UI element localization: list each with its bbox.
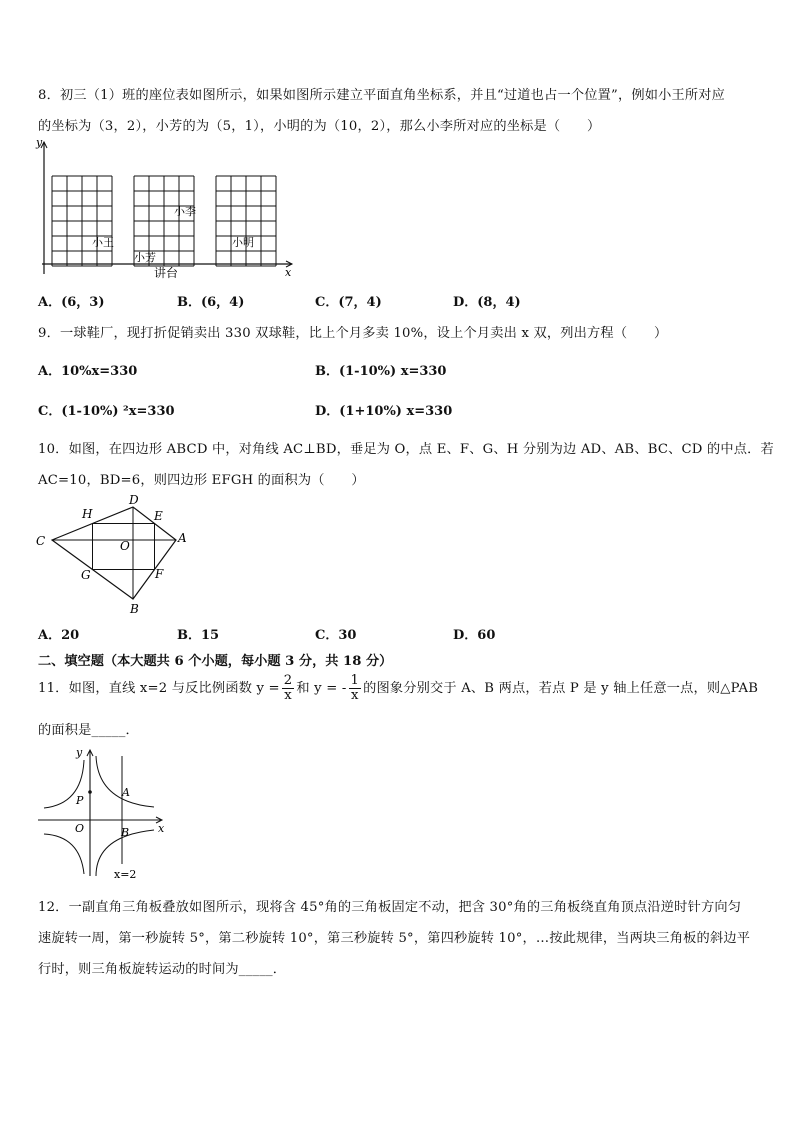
label-g: G bbox=[81, 568, 91, 582]
curve-y-2-over-x-q1 bbox=[96, 756, 154, 807]
q11-mid: 和 y = - bbox=[296, 681, 347, 696]
q10-quadrilateral-figure bbox=[30, 492, 200, 618]
q9-text: 9．一球鞋厂，现打折促销卖出 330 双球鞋，比上个月多卖 10%，设上个月卖出 x 双，列出方程（ ） bbox=[38, 326, 668, 341]
fig-y-label: y bbox=[36, 136, 43, 149]
curve-y-2-over-x-q3 bbox=[44, 834, 84, 874]
label-o: O bbox=[120, 539, 130, 553]
seat-grids bbox=[52, 176, 276, 266]
q12-text-line1: 12．一副直角三角板叠放如图所示，现将含 45°角的三角板固定不动，把含 30°角的三角板绕直角顶点沿逆时针方向匀 bbox=[38, 900, 742, 915]
label-xiaoli: 小李 bbox=[174, 205, 196, 218]
label-a: A bbox=[178, 531, 187, 545]
q11-post: 的图象分别交于 A、B 两点，若点 P 是 y 轴上任意一点，则△PAB bbox=[363, 681, 759, 696]
q8-option-a[interactable]: A．(6，3) bbox=[38, 295, 105, 310]
frac2-num: 1 bbox=[350, 673, 360, 688]
label-c: C bbox=[36, 534, 46, 548]
label-f: F bbox=[155, 567, 164, 581]
label-b: B bbox=[121, 826, 130, 839]
fig-x-label: x bbox=[158, 822, 165, 835]
q9-option-d[interactable]: D．(1+10%) x=330 bbox=[315, 404, 453, 419]
q11-text-line1 bbox=[38, 672, 758, 706]
q11-hyperbola-figure bbox=[34, 744, 174, 884]
label-xiaofang: 小芳 bbox=[134, 251, 156, 264]
section-fill-in-heading: 二、填空题（本大题共 6 个小题，每小题 3 分，共 18 分） bbox=[38, 654, 393, 669]
q11-text-line2: 的面积是_____． bbox=[38, 723, 139, 738]
label-xiaoming: 小明 bbox=[232, 236, 254, 249]
q8-text-line1: 8．初三（1）班的座位表如图所示，如果如图所示建立平面直角坐标系，并且“过道也占一个位置”，例如小王所对应 bbox=[38, 88, 726, 103]
label-x-equals-2: x=2 bbox=[114, 868, 137, 881]
q8-text-line2: 的坐标为（3，2），小芳的为（5，1），小明的为（10，2），那么小李所对应的坐标是（ ） bbox=[38, 119, 601, 134]
q11-pre: 11．如图，直线 x=2 与反比例函数 y = bbox=[38, 681, 280, 696]
label-e: E bbox=[154, 509, 163, 523]
label-podium: 讲台 bbox=[154, 266, 179, 280]
fraction-1-over-x bbox=[349, 674, 362, 703]
q10-option-b[interactable]: B．15 bbox=[177, 628, 220, 643]
fig-x-label: x bbox=[285, 266, 292, 279]
q8-option-d[interactable]: D．(8，4) bbox=[453, 295, 521, 310]
q9-option-a[interactable]: A．10%x=330 bbox=[38, 364, 138, 379]
q10-text-line1: 10．如图，在四边形 ABCD 中，对角线 AC⊥BD，垂足为 O，点 E、F、G、H 分别为边 AD、AB、BC、CD 的中点．若 bbox=[38, 442, 774, 457]
label-h: H bbox=[82, 507, 93, 521]
q10-text-line2: AC=10，BD=6，则四边形 EFGH 的面积为（ ） bbox=[38, 473, 365, 488]
label-p: P bbox=[76, 794, 84, 807]
q10-option-c[interactable]: C．30 bbox=[315, 628, 357, 643]
label-xiaowang: 小王 bbox=[92, 236, 114, 249]
fraction-2-over-x bbox=[282, 674, 295, 703]
q9-option-b[interactable]: B．(1-10%) x=330 bbox=[315, 364, 447, 379]
label-a: A bbox=[122, 786, 130, 799]
frac2-den: x bbox=[350, 688, 359, 703]
q8-seating-figure bbox=[30, 136, 300, 286]
q8-option-b[interactable]: B．(6，4) bbox=[177, 295, 245, 310]
q12-text-line3: 行时，则三角板旋转运动的时间为_____． bbox=[38, 962, 287, 977]
point-p bbox=[88, 790, 92, 794]
label-o: O bbox=[75, 822, 85, 835]
fig-y-label: y bbox=[76, 746, 83, 759]
q12-text-line2: 速旋转一周，第一秒旋转 5°，第二秒旋转 10°，第三秒旋转 5°，第四秒旋转 10°，…按此规律，当两块三角板的斜边平 bbox=[38, 931, 751, 946]
q10-option-d[interactable]: D．60 bbox=[453, 628, 496, 643]
frac1-num: 2 bbox=[283, 673, 293, 688]
label-b: B bbox=[130, 602, 139, 616]
frac1-den: x bbox=[284, 688, 292, 703]
q9-option-c[interactable]: C．(1-10%) ²x=330 bbox=[38, 404, 175, 419]
q8-option-c[interactable]: C．(7，4) bbox=[315, 295, 382, 310]
label-d: D bbox=[129, 493, 139, 507]
q10-option-a[interactable]: A．20 bbox=[38, 628, 80, 643]
